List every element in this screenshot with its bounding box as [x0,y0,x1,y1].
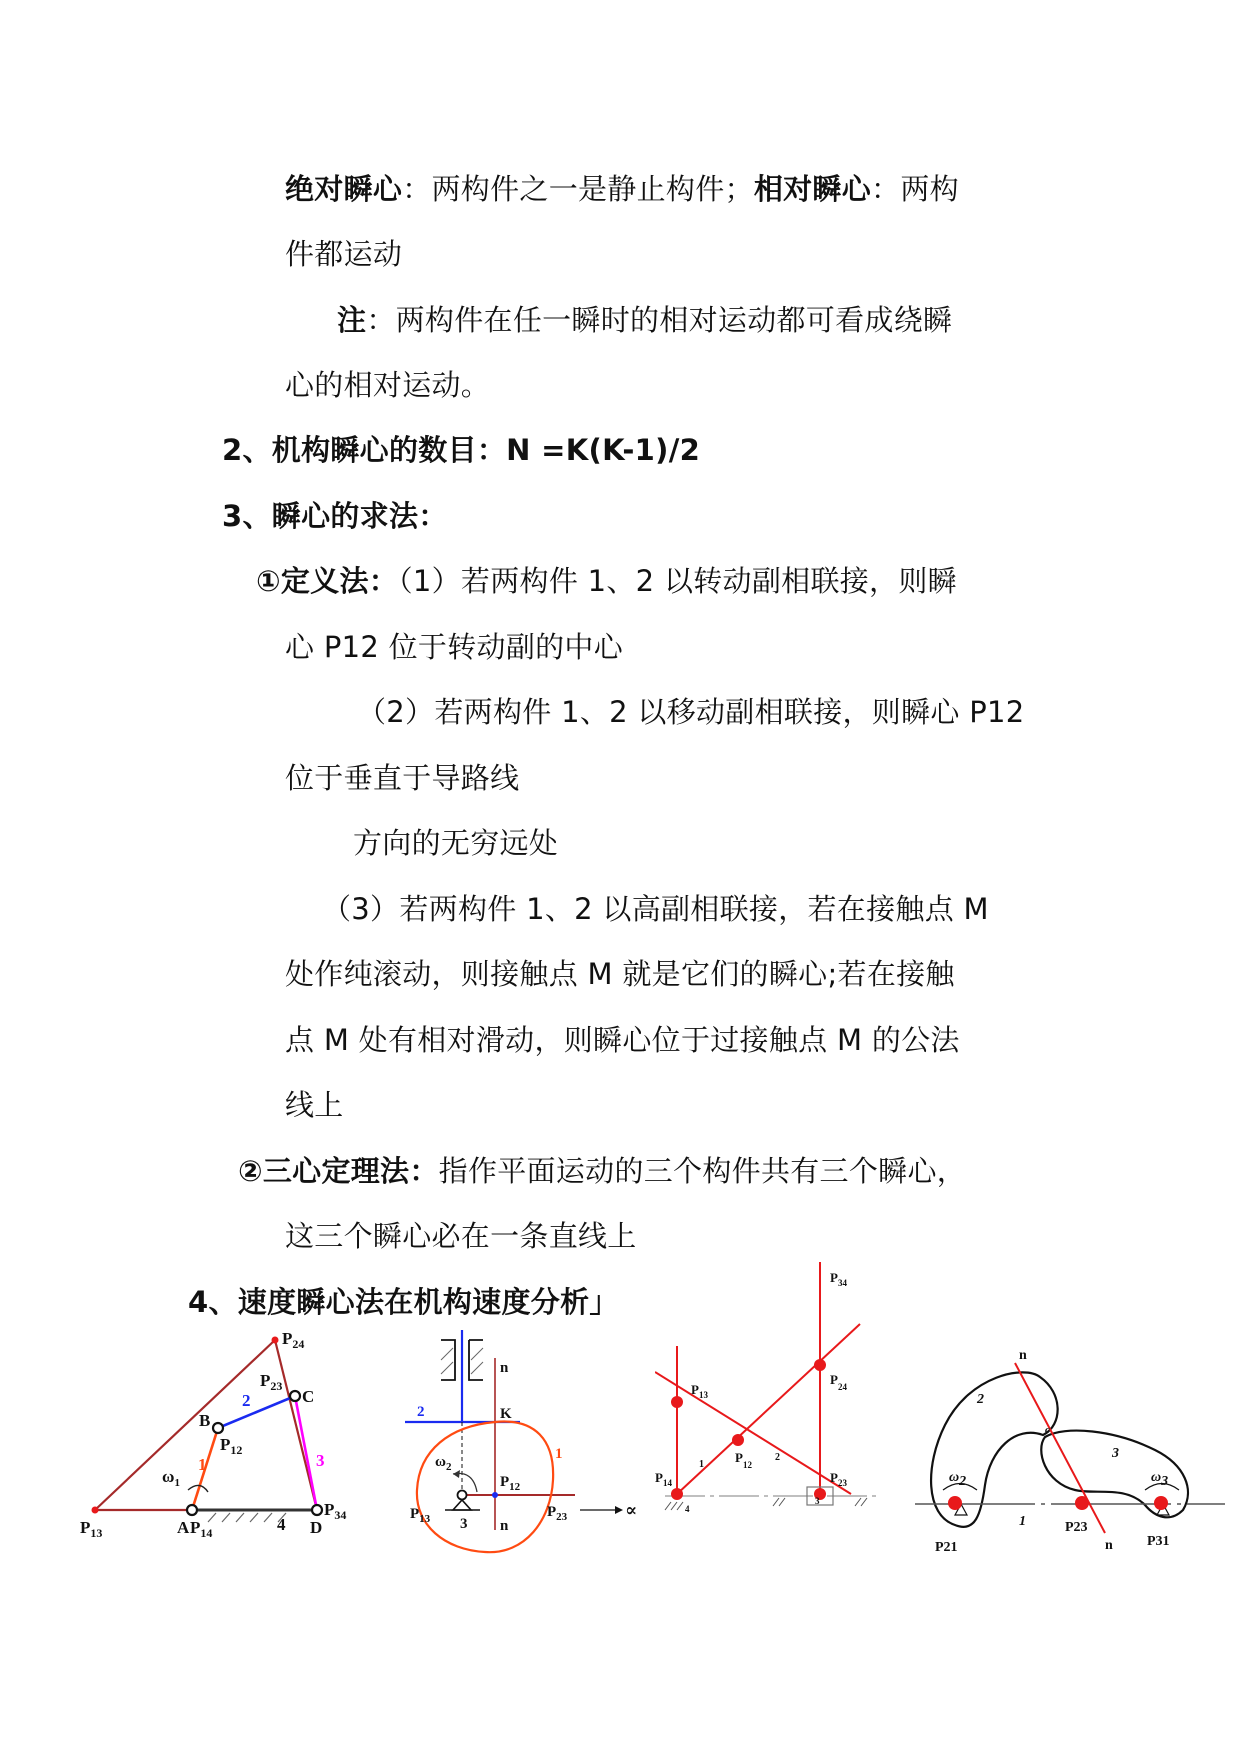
svg-text:4: 4 [277,1515,286,1534]
figure-cam-pair [915,1345,1225,1555]
svg-text:3: 3 [1112,1446,1119,1461]
svg-text:n: n [500,1360,509,1376]
figure-cam-follower [405,1330,645,1560]
svg-text:ω2: ω2 [949,1470,967,1489]
point-p14 [671,1488,683,1500]
svg-text:P12: $P_{12}$ [500,1474,521,1493]
text-line: （2）若两构件 1、2 以移动副相联接，则瞬心 P12 [357,695,1025,729]
link-3 [295,1396,317,1510]
svg-text:C: C [302,1387,315,1406]
svg-text:1: 1 [198,1455,207,1474]
absolute-center-def: ：两构件之一是静止构件； [402,172,754,206]
cam-profile [417,1422,553,1553]
text-line: 心的相对运动。 [285,368,491,402]
definition-method-label: ①定义法： [256,564,399,598]
svg-text:P12: $P_{12}$ [220,1435,243,1457]
section-heading-2: 2、机构瞬心的数目：N =K(K-1)/2 [222,433,701,467]
three-center-label: ②三心定理法： [238,1154,439,1188]
figure-slider-crank [655,1262,880,1532]
three-center-line [238,1151,966,1191]
note-label: 注 [337,303,367,337]
svg-text:4: 4 [685,1504,690,1514]
text-line: 处作纯滚动，则接触点 M 就是它们的瞬心;若在接触 [285,957,955,991]
svg-text:2: 2 [977,1392,984,1407]
link-2 [218,1396,295,1428]
svg-text:P12: $P_{12}$ [735,1450,752,1470]
svg-text:P21: P21 [935,1540,958,1555]
svg-text:∝: ∝ [625,1500,638,1520]
definition-method-text: （1）若两构件 1、2 以转动副相联接，则瞬 [398,564,957,598]
relative-center-def: ：两构 [871,172,959,206]
text-line: 心 P12 位于转动副的中心 [285,630,624,664]
section-heading-3: 3、瞬心的求法： [222,499,448,533]
svg-text:P23: $P_{23}$ [547,1504,568,1523]
text-line: 点 M 处有相对滑动，则瞬心位于过接触点 M 的公法 [285,1023,960,1057]
svg-text:P13: $P_{13}$ [691,1382,708,1400]
svg-text:1: 1 [699,1459,704,1470]
svg-text:n: n [1105,1538,1113,1553]
joint-d [312,1505,322,1515]
svg-text:K: K [500,1406,512,1422]
svg-text:1: 1 [555,1446,563,1462]
line-p24-d [275,1340,317,1510]
three-center-text: 指作平面运动的三个构件共有三个瞬心， [438,1154,967,1188]
definition-method-line [256,561,957,601]
svg-text:3: 3 [460,1516,468,1532]
svg-text:n: n [500,1518,509,1534]
line-p13-p24 [95,1340,275,1510]
joint-c [290,1391,300,1401]
relative-center-term: 相对瞬心 [753,172,872,206]
joint-b [213,1423,223,1433]
svg-text:2: 2 [775,1452,780,1463]
text-line: 件都运动 [285,237,403,271]
point-p12 [732,1434,744,1446]
text-line: 线上 [285,1088,344,1122]
svg-text:3: 3 [316,1451,325,1470]
figure-four-bar-linkage [80,1320,370,1550]
point-p21 [948,1496,962,1510]
svg-text:P23: $P_{23}$ [260,1371,283,1393]
svg-text:P23: P23 [1065,1520,1088,1535]
svg-text:n: n [1019,1348,1027,1363]
svg-text:P24: $P_{24}$ [282,1329,305,1351]
svg-text:ω2: $\omega_2$ [435,1454,452,1473]
note-text: ：两构件在任一瞬时的相对运动都可看成绕瞬 [366,303,953,337]
svg-text:2: 2 [242,1391,251,1410]
svg-text:ω3: ω3 [1151,1470,1169,1489]
joint-a [187,1505,197,1515]
point-p13 [671,1396,683,1408]
point-p24 [814,1359,826,1371]
text-line: 方向的无穷远处 [353,826,559,860]
svg-text:P14: $P_{14}$ [655,1470,672,1488]
section-heading-4: 4、速度瞬心法在机构速度分析」 [188,1285,619,1319]
point-p12 [492,1492,498,1498]
svg-text:2: 2 [417,1404,425,1420]
svg-text:c: c [1045,1424,1050,1436]
svg-text:1: 1 [1019,1514,1026,1529]
normal-line-nn [1015,1363,1105,1533]
absolute-center-term: 绝对瞬心 [285,172,403,206]
svg-text:P31: P31 [1147,1534,1170,1549]
point-p31 [1154,1496,1168,1510]
svg-text:D: D [310,1518,323,1537]
note-line [337,300,952,340]
text-line: 位于垂直于导路线 [285,761,520,795]
text-line: 这三个瞬心必在一条直线上 [285,1219,637,1253]
svg-text:ω1: $\omega_1$ [162,1467,180,1489]
svg-text:P13: $P_{13}$ [410,1506,431,1525]
text-line: （3）若两构件 1、2 以高副相联接，若在接触点 M [322,892,989,926]
svg-text:A: A [177,1518,190,1537]
svg-text:P14: $P_{14}$ [190,1518,213,1540]
svg-text:P24: $P_{24}$ [830,1372,847,1392]
abs-rel-definition-line [285,169,959,209]
point-p24 [272,1337,279,1344]
svg-text:P34: $P_{34}$ [830,1270,847,1288]
point-p13 [92,1507,99,1514]
svg-text:3: 3 [815,1496,820,1506]
svg-text:P13: $P_{13}$ [80,1518,103,1540]
svg-text:P23: $P_{23}$ [830,1470,847,1488]
svg-text:B: B [199,1411,211,1430]
point-p23 [1075,1496,1089,1510]
svg-text:P34: $P_{34}$ [324,1500,347,1522]
